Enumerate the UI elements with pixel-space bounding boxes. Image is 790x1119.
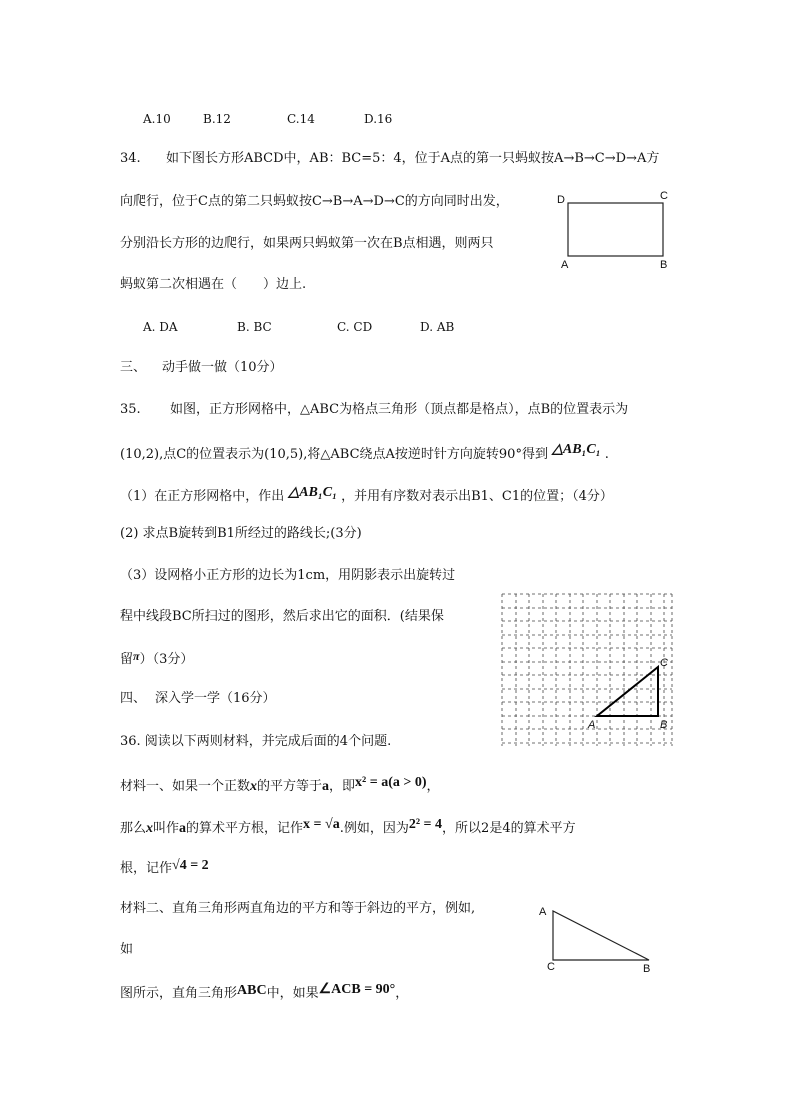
- m1-f: 叫作: [153, 821, 180, 836]
- q35-line-1: 如图，正方形网格中，△ABC为格点三角形（顶点都是格点），点B的位置表示为: [170, 402, 629, 417]
- q33-option-c: C.14: [287, 112, 315, 126]
- q35-part-2: (2) 求点B旋转到B1所经过的路线长;(3分): [120, 526, 362, 541]
- var-x: x: [250, 779, 258, 794]
- q34-option-d: D. AB: [420, 320, 455, 334]
- pi-symbol: π: [133, 649, 140, 663]
- m1-i: ，所以2是4的算术平方: [442, 821, 576, 836]
- section-4-title: 深入学一学（16分）: [155, 691, 276, 706]
- equation-2: x = √a: [303, 817, 340, 832]
- triangle-name-abc: ABC: [237, 983, 267, 998]
- q36-material-1-line-3: [120, 860, 209, 878]
- tri-label-c: C: [547, 961, 555, 973]
- equation-3: 2² = 4: [408, 817, 443, 832]
- m1-j: 根，记作: [120, 861, 173, 876]
- section-4-number: 四、: [120, 691, 147, 706]
- q36-material-1-line-1: [120, 775, 440, 796]
- rotated-triangle-expr: △AB₁C₁: [552, 442, 601, 457]
- grid-lines: [502, 594, 672, 746]
- q35-part-3-line-2: 程中线段BC所扫过的图形，然后求出它的面积．(结果保: [120, 609, 444, 624]
- angle-acb-expr: ∠ACB = 90°: [318, 982, 396, 997]
- q36-material-2-line-1: 材料二、直角三角形两直角边的平方和等于斜边的平方，例如,: [120, 901, 476, 916]
- triangle-abc: [597, 667, 658, 716]
- q35-line-2-end: .: [604, 447, 609, 462]
- q35-part-3-line-3: [120, 650, 193, 669]
- q34-line-2: 向爬行，位于C点的第二只蚂蚁按C→B→A→D→C的方向同时出发，: [120, 194, 509, 209]
- section-3-title: 动手做一做（10分）: [162, 360, 283, 375]
- q34-option-b: B. BC: [237, 320, 272, 334]
- var-x-2: x: [146, 821, 154, 836]
- q34-option-a: A. DA: [143, 320, 178, 334]
- q34-option-c: C. CD: [337, 320, 373, 334]
- rectangle-abcd: [568, 203, 663, 256]
- q36-material-2-line-2: 如: [120, 942, 134, 957]
- q33-option-b: B.12: [203, 112, 231, 126]
- m1-c: ，即: [329, 779, 356, 794]
- tri-label-a: A: [539, 906, 547, 918]
- q34-number: 34.: [120, 151, 141, 166]
- grid-label-c: C: [660, 657, 668, 669]
- q35-part-3-line-1: （3）设网格小正方形的边长为1cm，用阴影表示出旋转过: [120, 568, 456, 583]
- equation-1: x² = a(a > 0): [355, 775, 427, 790]
- equation-4: √4 = 2: [172, 858, 209, 873]
- rect-label-c: C: [660, 190, 668, 202]
- q35-part-1-start: （1）在正方形网格中，作出: [120, 489, 285, 504]
- m2-line-3-end: ，: [395, 986, 409, 1001]
- grid-label-b: B: [660, 719, 668, 731]
- m1-e: 那么: [120, 821, 147, 836]
- section-3-number: 三、: [120, 360, 147, 375]
- q33-option-a: A.10: [143, 112, 171, 126]
- q34-line-3: 分别沿长方形的边爬行，如果两只蚂蚁第一次在B点相遇，则两只: [120, 236, 494, 251]
- m2-line-3-mid: 中，如果: [266, 986, 319, 1001]
- q36-right-triangle-figure: [545, 905, 655, 965]
- q33-option-d: D.16: [364, 112, 393, 126]
- rect-label-d: D: [557, 194, 565, 206]
- grid-label-a: A: [588, 719, 596, 731]
- rotated-triangle-expr-2: △AB₁C₁: [288, 485, 337, 500]
- q35-line-2-text: (10,2),点C的位置表示为(10,5),将△ABC绕点A按逆时针方向旋转90°得到: [120, 447, 548, 462]
- rect-label-a: A: [561, 259, 569, 271]
- var-a: a: [322, 779, 330, 794]
- q34-line-1: 如下图长方形ABCD中，AB：BC=5：4，位于A点的第一只蚂蚁按A→B→C→D→A方: [166, 151, 660, 166]
- q35-part-1: [120, 485, 613, 506]
- right-triangle-abc: [553, 911, 649, 960]
- q35-part-1-end: ，并用有序数对表示出B1、C1的位置；（4分）: [341, 489, 613, 504]
- var-a-2: a: [179, 821, 187, 836]
- m2-line-3-start: 图所示，直角三角形: [120, 986, 238, 1001]
- m1-g: 的算术平方根，记作: [186, 821, 304, 836]
- q35-line-2: [120, 442, 609, 464]
- m1-d: ，: [426, 779, 440, 794]
- q35-part-3-line-3-start: 留: [120, 652, 134, 667]
- q36-material-2-line-3: [120, 982, 409, 1003]
- q36-intro: 36. 阅读以下两则材料，并完成后面的4个问题.: [120, 734, 392, 749]
- q36-material-1-line-2: [120, 817, 576, 838]
- m1-h: .例如，因为: [339, 821, 409, 836]
- rect-label-b: B: [660, 259, 668, 271]
- q35-number: 35.: [120, 402, 141, 417]
- q35-part-3-line-3-end: ）（3分）: [139, 652, 194, 667]
- m1-b: 的平方等于: [257, 779, 323, 794]
- tri-label-b: B: [643, 963, 651, 975]
- q34-line-4: 蚂蚁第二次相遇在（ ）边上.: [120, 277, 307, 292]
- m1-a: 材料一、如果一个正数: [120, 779, 251, 794]
